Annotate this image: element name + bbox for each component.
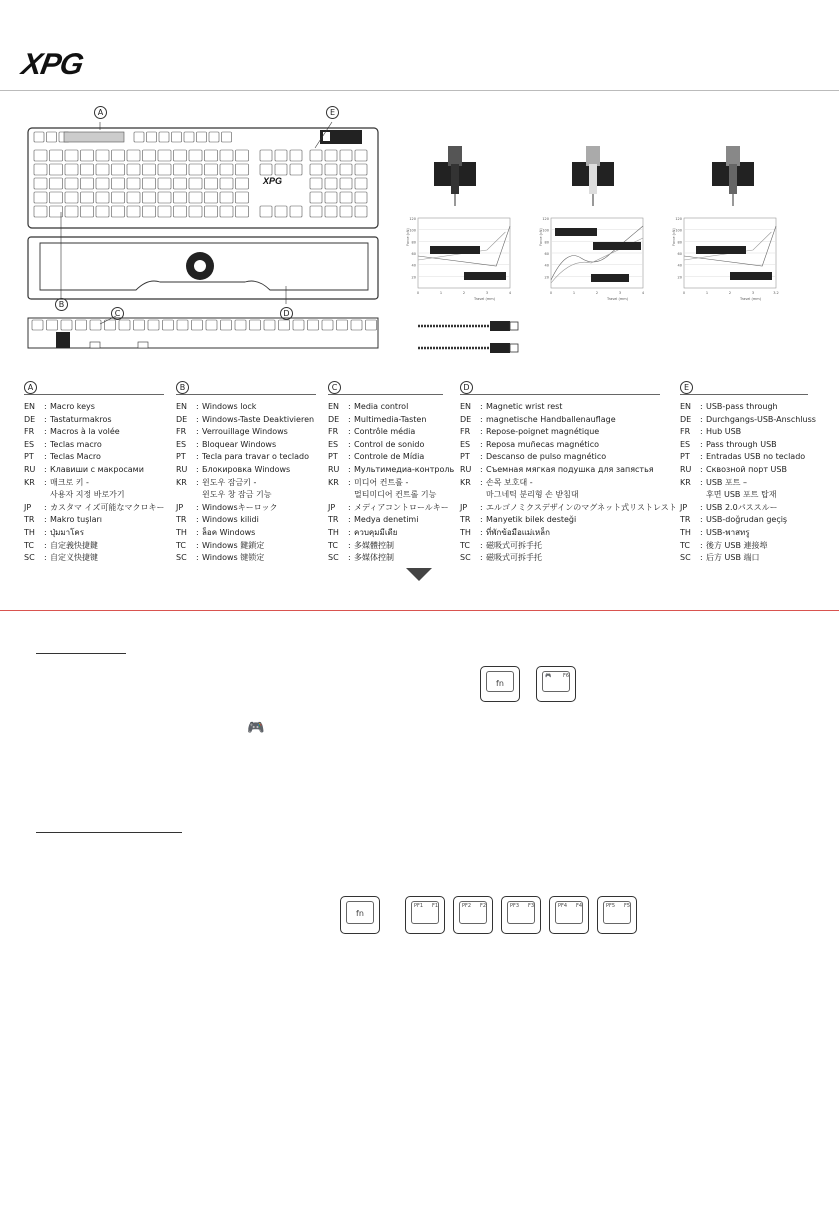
legend-text: Мультимедиа-контроль xyxy=(354,464,455,474)
legend-text: Multimedia-Tasten xyxy=(354,414,427,424)
legend-text: 自定义快捷键 xyxy=(50,553,98,563)
legend-column-c xyxy=(328,380,455,565)
legend-row: TH : ล็อค Windows xyxy=(176,527,316,540)
y-tick-label: 80 xyxy=(544,240,549,245)
legend-text: Windows kilidi xyxy=(202,515,259,525)
legend-text: 磁吸式可拆手托 xyxy=(486,540,542,550)
legend-row: KR : 손목 보호대 - xyxy=(460,477,660,490)
language-code: SC xyxy=(24,553,35,563)
legend-text: Contrôle média xyxy=(354,427,416,437)
legend-row xyxy=(176,489,316,502)
legend-row: RU : Съемная мягкая подушка для запястья xyxy=(460,464,660,477)
language-code: RU xyxy=(176,464,188,474)
legend-text: Windowsキーロック xyxy=(202,502,278,512)
legend-text: Bloquear Windows xyxy=(202,439,277,449)
legend-text: Teclas Macro xyxy=(50,452,101,462)
y-tick-label: 60 xyxy=(411,252,416,256)
legend-text: ปุ่มมาโคร xyxy=(50,527,85,537)
legend-column-d xyxy=(460,380,677,565)
x-tick-label: 1 xyxy=(572,291,576,295)
legend-row xyxy=(24,489,164,502)
y-tick-label: 120 xyxy=(409,217,416,221)
legend-text: USB 포트 – xyxy=(706,477,747,487)
legend-row: SC : 多媒体控制 xyxy=(328,552,443,565)
language-code: KR xyxy=(328,477,339,487)
legend-row: RU : Сквозной порт USB xyxy=(680,464,808,477)
language-code: TC xyxy=(24,540,35,550)
legend-text: 손목 보호대 - xyxy=(486,477,533,487)
legend-row: ES : Bloquear Windows xyxy=(176,439,316,452)
language-code: TH xyxy=(460,527,471,537)
legend-text: Windows 鍵鎖定 xyxy=(202,540,265,550)
language-code xyxy=(24,489,44,502)
callout-a: A xyxy=(94,106,107,119)
switch-silver xyxy=(712,146,754,206)
switch-red xyxy=(434,146,476,206)
x-tick-label: 2 xyxy=(462,291,466,295)
legend-row: DE : Multimedia-Tasten xyxy=(328,414,443,427)
legend-row xyxy=(328,489,443,502)
x-tick-label: 1 xyxy=(705,291,709,295)
legend-text: ล็อค Windows xyxy=(202,527,256,537)
y-tick-label: 40 xyxy=(411,263,416,268)
y-tick-label: 80 xyxy=(411,240,416,245)
language-code: TC xyxy=(176,540,187,550)
legend-text: Windows lock xyxy=(202,402,257,411)
language-code: PT xyxy=(328,452,338,462)
language-code: DE xyxy=(176,414,188,424)
callout-d: D xyxy=(280,307,293,320)
language-code xyxy=(328,489,348,502)
legend-text: USB-pass through xyxy=(706,402,778,411)
language-code: JP xyxy=(24,502,32,512)
language-code: KR xyxy=(460,477,471,487)
y-tick-label: 100 xyxy=(409,228,416,233)
legend-text: 多媒體控制 xyxy=(354,540,394,550)
legend-text: Macro keys xyxy=(50,402,95,411)
language-code: ES xyxy=(176,439,187,449)
xpg-logo: XPG xyxy=(19,48,86,81)
legend-row: JP : エルゴノミクスデザインのマグネット式リストレスト xyxy=(460,502,660,515)
legend-text: USB 2.0パススルー xyxy=(706,502,778,512)
legend-row: RU : Клавиши с макросами xyxy=(24,464,164,477)
pf-key-1: PF1 F1 xyxy=(405,896,445,934)
legend-text: Windows 键锁定 xyxy=(202,553,265,563)
language-code: TC xyxy=(328,540,339,550)
legend-text: 윈도우 창 잠금 기능 xyxy=(202,490,272,500)
language-code: DE xyxy=(24,414,36,424)
legend-row: SC : 磁吸式可拆手托 xyxy=(460,552,660,565)
legend-row: KR : 미디어 컨트롤 - xyxy=(328,477,443,490)
y-tick-label: 60 xyxy=(544,252,549,256)
legend-text: 멀티미디어 컨트롤 기능 xyxy=(354,490,437,500)
language-code: RU xyxy=(328,464,340,474)
legend-row: TC : Windows 鍵鎖定 xyxy=(176,540,316,553)
legend-row: PT : Teclas Macro xyxy=(24,451,164,464)
legend-row: DE : Tastaturmakros xyxy=(24,414,164,427)
legend-text: Tastaturmakros xyxy=(50,414,112,424)
legend-text: Клавиши с макросами xyxy=(50,464,144,474)
language-code: TC xyxy=(680,540,691,550)
language-code: JP xyxy=(460,502,468,512)
legend-row: TC : 多媒體控制 xyxy=(328,540,443,553)
language-code: KR xyxy=(24,477,35,487)
switch-illustrations xyxy=(420,140,800,210)
legend-row xyxy=(680,489,808,502)
y-axis-label: Force (cN) xyxy=(539,228,543,246)
legend-text: Windows-Taste Deaktivieren xyxy=(202,414,315,424)
scroll-down-triangle-icon xyxy=(406,568,432,581)
pf-key-2: PF2 F2 xyxy=(453,896,493,934)
legend-text: Hub USB xyxy=(706,427,742,437)
x-axis-label: Travel (mm) xyxy=(607,297,629,301)
column-letter: B xyxy=(176,381,189,394)
pf-key-3: PF3 F3 xyxy=(501,896,541,934)
legend-text: Makro tuşları xyxy=(50,515,102,525)
language-code: RU xyxy=(24,464,36,474)
legend-text: Repose-poignet magnétique xyxy=(486,427,600,437)
legend-row: PT : Entradas USB no teclado xyxy=(680,451,808,464)
legend-row: KR : 매크로 키 - xyxy=(24,477,164,490)
legend-row: SC : 后方 USB 端口 xyxy=(680,552,808,565)
switch-white xyxy=(572,146,614,206)
legend-row: EN : Windows lock xyxy=(176,401,316,414)
pf-key-5: PF5 F5 xyxy=(597,896,637,934)
legend-text: 후면 USB 포트 탑재 xyxy=(706,490,777,500)
language-code: TH xyxy=(176,527,187,537)
legend-row: SC : 自定义快捷键 xyxy=(24,552,164,565)
legend-text: カスタマ イズ可能なマクロキー xyxy=(50,502,165,512)
legend-row: JP : カスタマ イズ可能なマクロキー xyxy=(24,502,164,515)
legend-text: Media control xyxy=(354,402,409,411)
legend-text: Сквозной порт USB xyxy=(706,464,787,474)
legend-row: TH : ที่พักข้อมือแม่เหล็ก xyxy=(460,527,660,540)
language-code: ES xyxy=(24,439,35,449)
language-code: TR xyxy=(328,515,339,525)
language-code: PT xyxy=(460,452,470,462)
legend-text: 미디어 컨트롤 - xyxy=(354,477,409,487)
x-tick-label: 4 xyxy=(508,291,512,295)
pf-key-4: PF4 F4 xyxy=(549,896,589,934)
language-code: FR xyxy=(176,427,187,437)
legend-row: TR : Makro tuşları xyxy=(24,514,164,527)
y-tick-label: 120 xyxy=(675,217,682,221)
x-tick-label: 2 xyxy=(595,291,599,295)
legend-row: TH : ปุ่มมาโคร xyxy=(24,527,164,540)
legend-text: 後方 USB 連接埠 xyxy=(706,540,768,550)
x-tick-label: 3 xyxy=(751,291,755,295)
x-tick-label: 2 xyxy=(728,291,732,295)
legend-text: 自定義快捷鍵 xyxy=(50,540,98,550)
language-code: PT xyxy=(176,452,186,462)
x-tick-label: 1 xyxy=(439,291,443,295)
legend-row: TC : 磁吸式可拆手托 xyxy=(460,540,660,553)
legend-column-a xyxy=(24,380,164,565)
x-tick-label: 3.2 xyxy=(773,291,779,295)
legend-row: EN : USB-pass through xyxy=(680,401,808,414)
y-tick-label: 40 xyxy=(677,263,682,268)
x-tick-label: 4 xyxy=(641,291,645,295)
legend-text: Magnetic wrist rest xyxy=(486,402,563,411)
y-tick-label: 20 xyxy=(677,275,682,280)
legend-row: EN : Magnetic wrist rest xyxy=(460,401,660,414)
legend-row: RU : Мультимедиа-контроль xyxy=(328,464,443,477)
legend-row: ES : Teclas macro xyxy=(24,439,164,452)
language-code: SC xyxy=(680,553,691,563)
legend-row: EN : Macro keys xyxy=(24,401,164,414)
callout-b: B xyxy=(55,298,68,311)
legend-row: EN : Media control xyxy=(328,401,443,414)
language-code xyxy=(176,489,196,502)
keyboard-illustration xyxy=(20,100,385,360)
header-divider xyxy=(0,90,839,91)
language-code xyxy=(680,489,700,502)
section-underline-1 xyxy=(36,653,126,654)
y-tick-label: 20 xyxy=(544,275,549,280)
language-code: EN xyxy=(328,402,340,411)
legend-row: TR : Windows kilidi xyxy=(176,514,316,527)
column-letter: E xyxy=(680,381,693,394)
legend-text: Reposa muñecas magnético xyxy=(486,439,599,449)
legend-text: Durchgangs-USB-Anschluss xyxy=(706,414,816,424)
legend-row: JP : メディアコントロールキー xyxy=(328,502,443,515)
legend-text: 사용자 지정 바로가기 xyxy=(50,490,125,500)
legend-text: 磁吸式可拆手托 xyxy=(486,553,542,563)
column-letter: A xyxy=(24,381,37,394)
language-code: ES xyxy=(680,439,691,449)
language-code: EN xyxy=(24,402,36,411)
legend-row xyxy=(460,489,660,502)
legend-column-b xyxy=(176,380,316,565)
y-axis-label: Force (cN) xyxy=(406,228,410,246)
legend-text: Блокировка Windows xyxy=(202,464,291,474)
svg-text:XPG: XPG xyxy=(263,176,283,186)
language-code: TH xyxy=(680,527,691,537)
language-code: TR xyxy=(176,515,187,525)
language-code: FR xyxy=(328,427,339,437)
x-axis-label: Travel (mm) xyxy=(740,297,762,301)
legend-row: SC : Windows 键锁定 xyxy=(176,552,316,565)
language-code: KR xyxy=(176,477,187,487)
legend-row: KR : USB 포트 – xyxy=(680,477,808,490)
language-code: TR xyxy=(460,515,471,525)
legend-row: FR : Repose-poignet magnétique xyxy=(460,426,660,439)
legend-row: JP : Windowsキーロック xyxy=(176,502,316,515)
legend-row: KR : 윈도우 잠금키 - xyxy=(176,477,316,490)
legend-row: FR : Verrouillage Windows xyxy=(176,426,316,439)
fn-key: fn xyxy=(480,666,520,702)
legend-text: Съемная мягкая подушка для запястья xyxy=(486,464,654,474)
legend-row: TC : 自定義快捷鍵 xyxy=(24,540,164,553)
language-code: ES xyxy=(460,439,471,449)
legend-row: TR : Medya denetimi xyxy=(328,514,443,527)
language-code: DE xyxy=(460,414,472,424)
section-underline-2 xyxy=(36,832,182,833)
language-code: EN xyxy=(680,402,692,411)
legend-text: USB-พาสทรู xyxy=(706,527,750,537)
gamepad-icon: 🎮 xyxy=(545,673,552,679)
section-divider xyxy=(0,610,839,611)
language-code: DE xyxy=(680,414,692,424)
legend-text: エルゴノミクスデザインのマグネット式リストレスト xyxy=(486,502,677,512)
fn-key-2: fn xyxy=(340,896,380,934)
f6-gamepad-key: 🎮 F6 xyxy=(536,666,576,702)
legend-row: DE : magnetische Handballenauflage xyxy=(460,414,660,427)
y-tick-label: 100 xyxy=(542,228,549,233)
language-code: SC xyxy=(328,553,339,563)
language-code: JP xyxy=(176,502,184,512)
language-code: FR xyxy=(460,427,471,437)
legend-text: 매크로 키 - xyxy=(50,477,89,487)
force-chart-2 xyxy=(539,217,645,301)
callout-e: E xyxy=(326,106,339,119)
x-tick-label: 0 xyxy=(682,291,686,295)
legend-text: ควบคุมมีเดีย xyxy=(354,527,398,537)
legend-text: USB-doğrudan geçiş xyxy=(706,515,788,525)
force-curve-charts xyxy=(400,214,800,306)
usb-cables xyxy=(418,318,528,358)
column-letter: D xyxy=(460,381,473,394)
language-code: FR xyxy=(24,427,35,437)
legend-text: Entradas USB no teclado xyxy=(706,452,806,462)
x-axis-label: Travel (mm) xyxy=(474,297,496,301)
language-code: JP xyxy=(328,502,336,512)
legend-row: PT : Tecla para travar o teclado xyxy=(176,451,316,464)
legend-row: TH : ควบคุมมีเดีย xyxy=(328,527,443,540)
language-code: EN xyxy=(460,402,472,411)
legend-row: TH : USB-พาสทรู xyxy=(680,527,808,540)
legend-row: TR : USB-doğrudan geçiş xyxy=(680,514,808,527)
language-code: JP xyxy=(680,502,688,512)
language-code: TH xyxy=(328,527,339,537)
language-code: ES xyxy=(328,439,339,449)
language-code: PT xyxy=(24,452,34,462)
legend-text: 多媒体控制 xyxy=(354,553,394,563)
y-tick-label: 40 xyxy=(544,263,549,268)
y-axis-label: Force (cN) xyxy=(672,228,676,246)
legend-text: Tecla para travar o teclado xyxy=(202,452,310,462)
legend-text: Descanso de pulso magnético xyxy=(486,452,607,462)
column-letter: C xyxy=(328,381,341,394)
legend-text: Macros à la volée xyxy=(50,427,120,437)
language-code xyxy=(460,489,480,502)
x-tick-label: 0 xyxy=(549,291,553,295)
legend-row: TR : Manyetik bilek desteği xyxy=(460,514,660,527)
language-code: PT xyxy=(680,452,690,462)
force-chart-3 xyxy=(672,217,779,301)
legend-text: Controle de Mídia xyxy=(354,452,425,462)
language-code: KR xyxy=(680,477,691,487)
language-code: RU xyxy=(680,464,692,474)
legend-row: PT : Controle de Mídia xyxy=(328,451,443,464)
legend-row: JP : USB 2.0パススルー xyxy=(680,502,808,515)
language-code: SC xyxy=(460,553,471,563)
y-tick-label: 120 xyxy=(542,217,549,221)
y-tick-label: 100 xyxy=(675,228,682,233)
x-tick-label: 3 xyxy=(618,291,622,295)
legend-text: Teclas macro xyxy=(50,439,102,449)
legend-text: メディアコントロールキー xyxy=(354,502,449,512)
legend-text: Medya denetimi xyxy=(354,515,419,525)
y-tick-label: 80 xyxy=(677,240,682,245)
y-tick-label: 60 xyxy=(677,252,682,256)
legend-text: 后方 USB 端口 xyxy=(706,553,760,563)
language-code: SC xyxy=(176,553,187,563)
language-code: RU xyxy=(460,464,472,474)
language-code: EN xyxy=(176,402,188,411)
legend-text: 마그네틱 분리형 손 받침대 xyxy=(486,490,579,500)
gamepad-icon: 🎮 xyxy=(247,720,265,736)
y-tick-label: 20 xyxy=(411,275,416,280)
legend-row: ES : Control de sonido xyxy=(328,439,443,452)
legend-column-e xyxy=(680,380,816,565)
language-code: TR xyxy=(24,515,35,525)
legend-text: Pass through USB xyxy=(706,439,777,449)
legend-row: ES : Reposa muñecas magnético xyxy=(460,439,660,452)
legend-text: ที่พักข้อมือแม่เหล็ก xyxy=(486,527,550,537)
legend-row: DE : Durchgangs-USB-Anschluss xyxy=(680,414,808,427)
x-tick-label: 3 xyxy=(485,291,489,295)
legend-row: RU : Блокировка Windows xyxy=(176,464,316,477)
language-code: DE xyxy=(328,414,340,424)
callout-c: C xyxy=(111,307,124,320)
x-tick-label: 0 xyxy=(416,291,420,295)
legend-row: FR : Contrôle média xyxy=(328,426,443,439)
language-code: TR xyxy=(680,515,691,525)
legend-row: DE : Windows-Taste Deaktivieren xyxy=(176,414,316,427)
language-code: TC xyxy=(460,540,471,550)
language-code: TH xyxy=(24,527,35,537)
language-code: FR xyxy=(680,427,691,437)
legend-text: Control de sonido xyxy=(354,439,425,449)
legend-row: PT : Descanso de pulso magnético xyxy=(460,451,660,464)
legend-text: Manyetik bilek desteği xyxy=(486,515,577,525)
legend-row: TC : 後方 USB 連接埠 xyxy=(680,540,808,553)
legend-row: FR : Macros à la volée xyxy=(24,426,164,439)
legend-text: 윈도우 잠금키 - xyxy=(202,477,257,487)
legend-text: magnetische Handballenauflage xyxy=(486,414,616,424)
force-chart-1 xyxy=(406,217,512,301)
legend-row: ES : Pass through USB xyxy=(680,439,808,452)
legend-text: Verrouillage Windows xyxy=(202,427,288,437)
legend-row: FR : Hub USB xyxy=(680,426,808,439)
